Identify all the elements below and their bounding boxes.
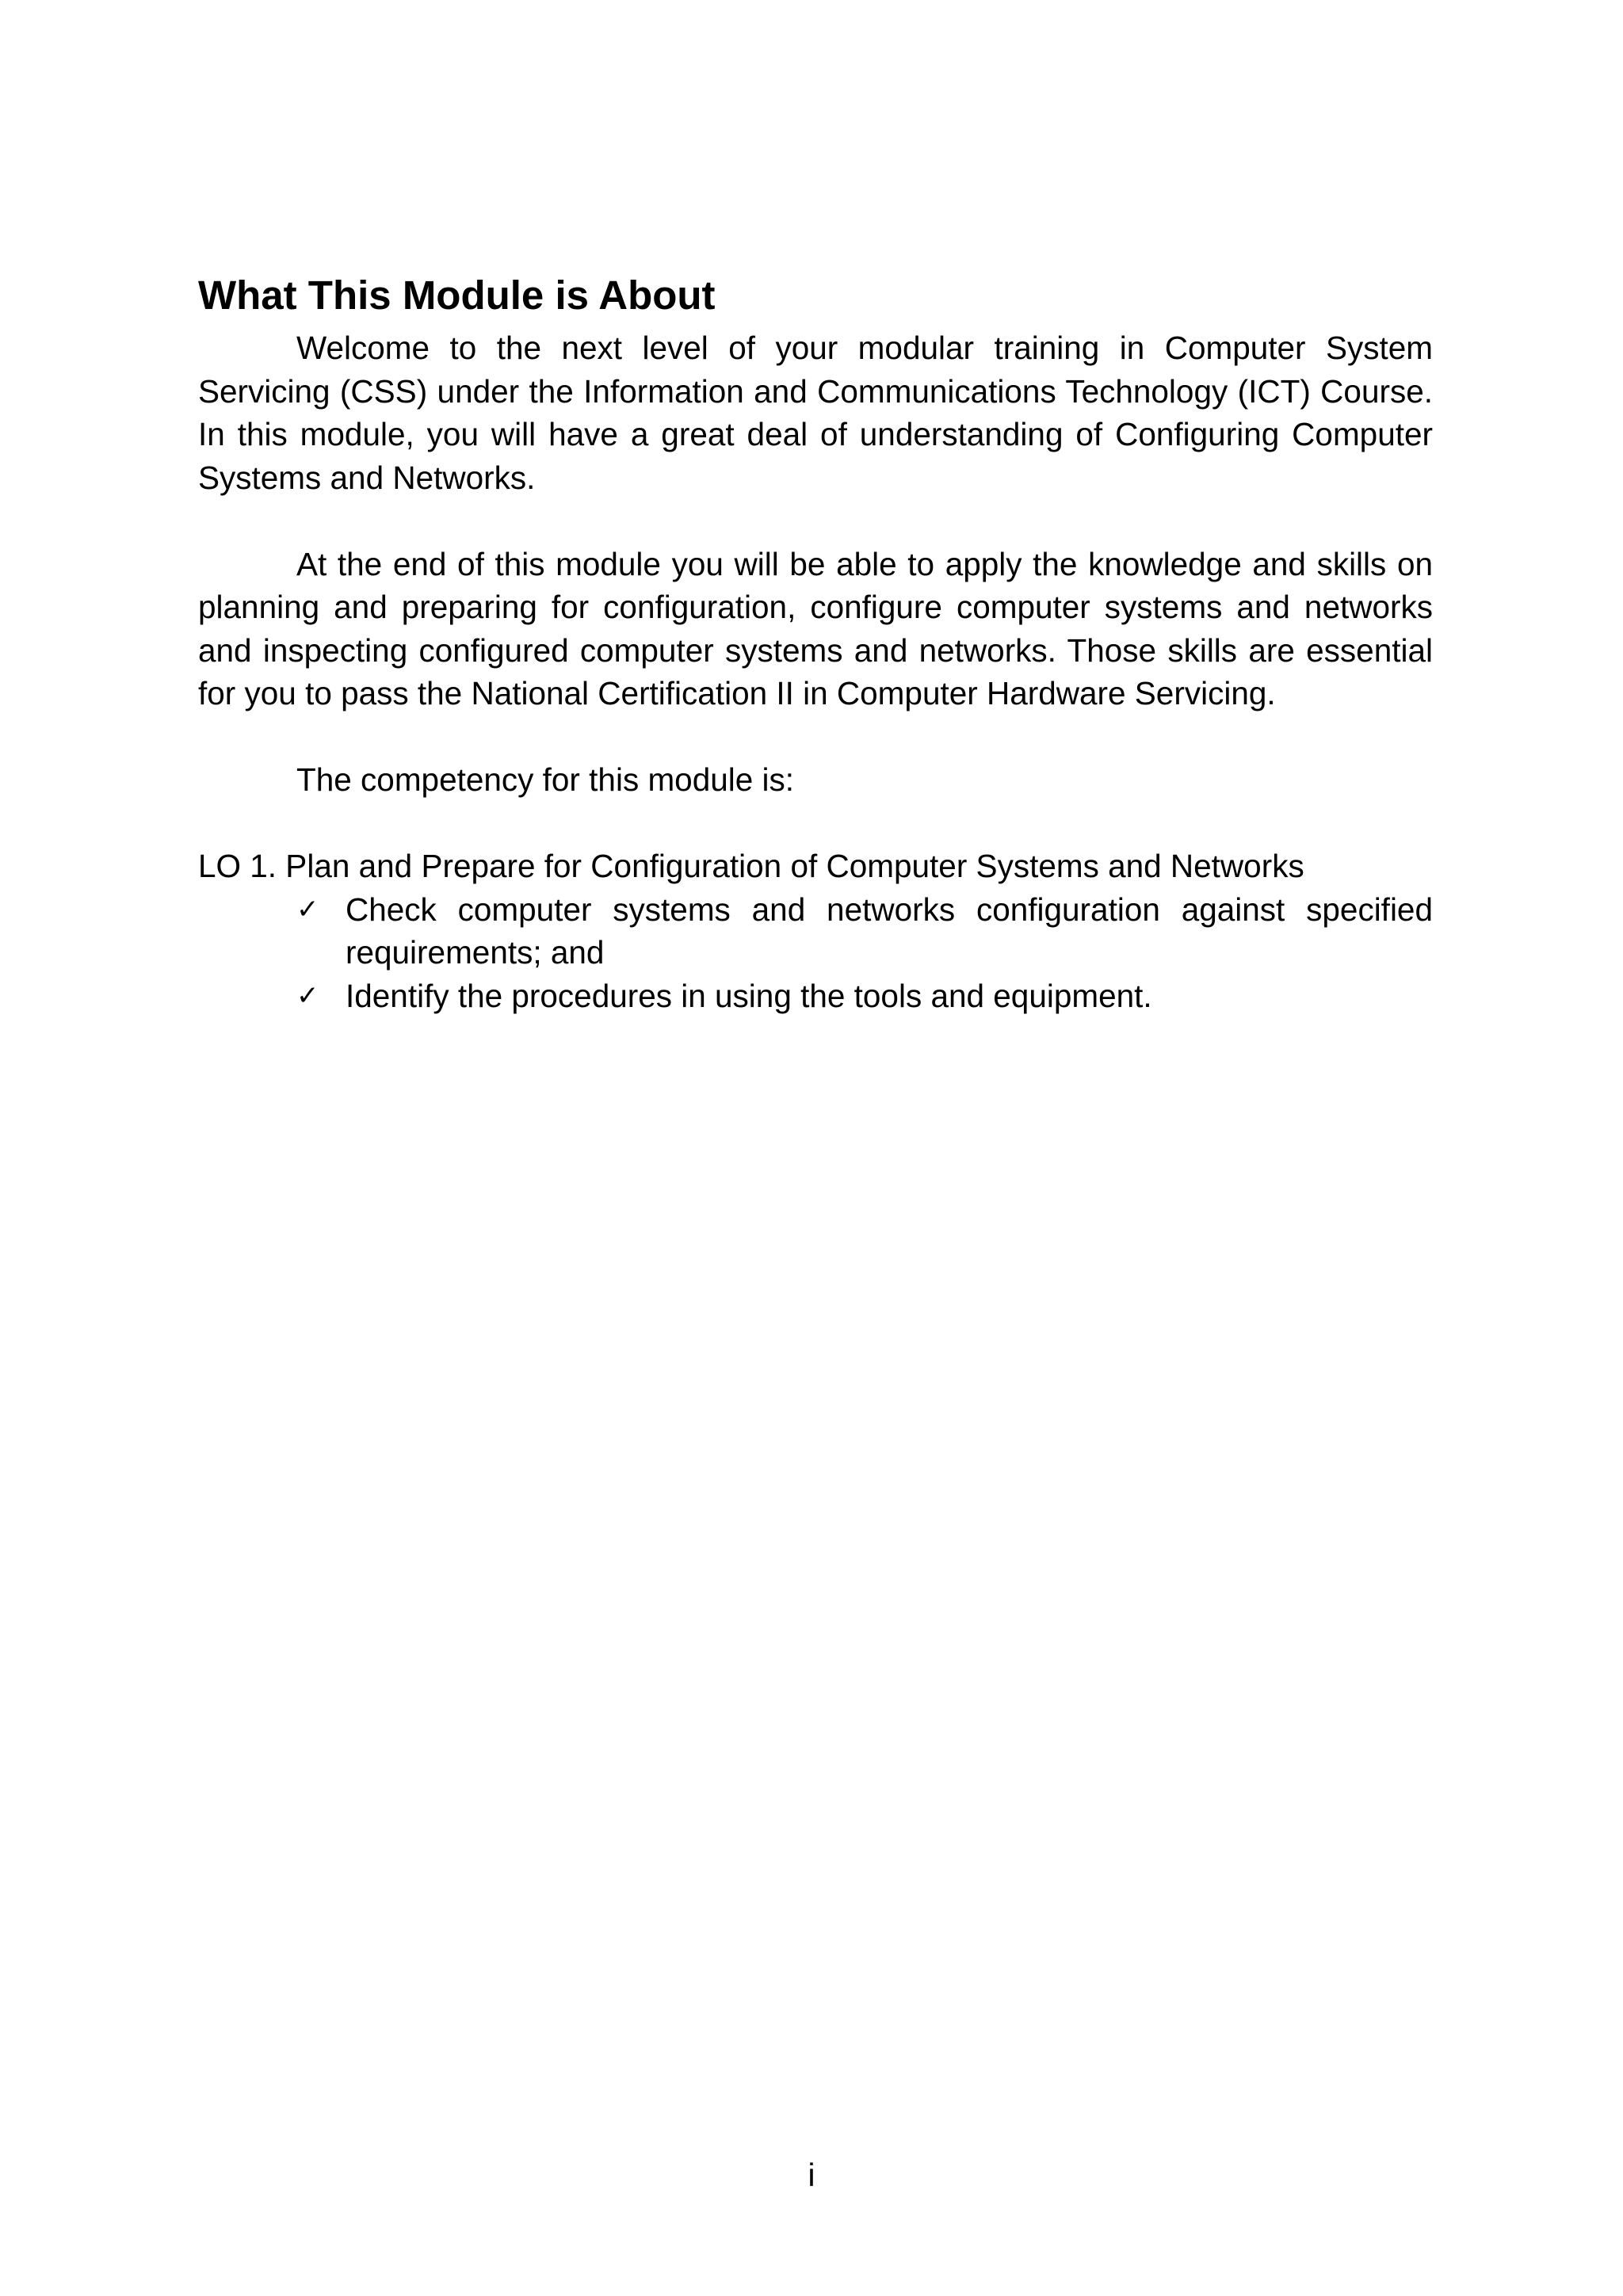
checklist-item-text: Check computer systems and networks configuration against specified requirements; and <box>346 891 1433 971</box>
intro-paragraph: Welcome to the next level of your modular training in Computer System Servicing (CSS) under the Information and Communications Technology (ICT) Course. In this module, you will have a great deal of understanding of Configuring Computer Systems and Networks. <box>198 330 1433 496</box>
page-number: i <box>808 2157 815 2193</box>
outcome-paragraph: At the end of this module you will be able to apply the knowledge and skills on planning and preparing for configuration, configure computer systems and networks and inspecting configured computer systems and networks. Those skills are essential for you to pass the National Certification II in Computer Hardware Servicing. <box>198 545 1433 711</box>
page-content <box>198 269 1433 1017</box>
learning-outcome-checklist <box>198 888 1433 1018</box>
checklist-item <box>198 974 1433 1018</box>
checkmark-icon: ✓ <box>296 893 319 925</box>
checkmark-icon: ✓ <box>296 979 319 1012</box>
checklist-item-text: Identify the procedures in using the tools and equipment. <box>346 977 1152 1014</box>
competency-intro: The competency for this module is: <box>296 761 795 798</box>
checklist-item <box>198 888 1433 974</box>
page-title: What This Module is About <box>198 273 716 318</box>
learning-outcome-heading: LO 1. Plan and Prepare for Configuration of Computer Systems and Networks <box>198 848 1304 884</box>
